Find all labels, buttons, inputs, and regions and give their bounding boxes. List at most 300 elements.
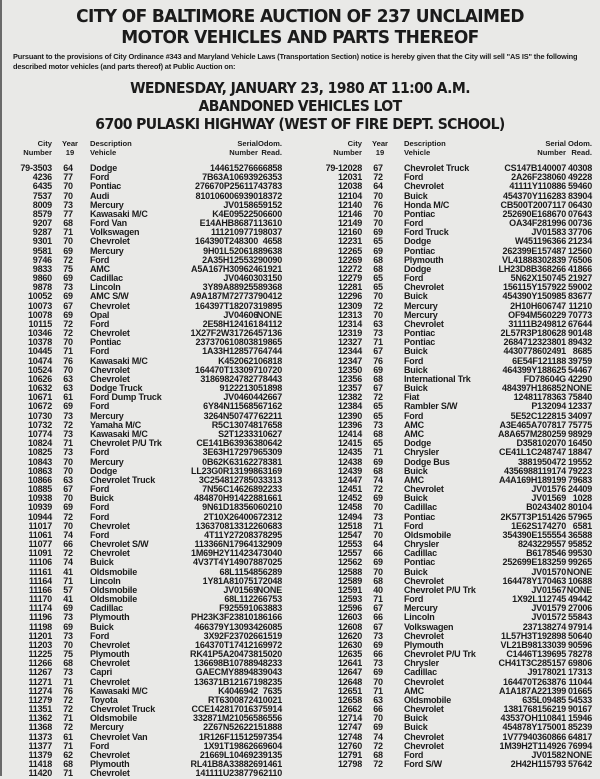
cell-city-number: 11267 <box>28 667 52 678</box>
cell-city-number: 10115 <box>28 318 52 329</box>
auction-location-name: ABANDONED VEHICLES LOT <box>198 98 402 116</box>
cell-year: 72 <box>373 759 383 770</box>
cell-city-number: 12231 <box>337 236 362 247</box>
cell-serial-number: 332871M210565 <box>193 713 258 724</box>
cell-odometer: 01665 <box>567 685 592 696</box>
cell-description: Plymouth <box>90 649 130 660</box>
cell-serial-number: 68L1122 <box>224 594 258 605</box>
cell-description: Chevrolet P/U Trk <box>90 438 162 449</box>
cell-serial-number: 1M39H2T114926 <box>499 740 566 751</box>
cell-serial-number: F9255910 <box>219 603 258 614</box>
cell-year: 67 <box>373 383 383 394</box>
cell-description: Chevrolet Van <box>90 731 148 742</box>
cell-odometer: 42667 <box>257 392 282 403</box>
cell-odometer: 39135 <box>257 750 282 760</box>
cell-city-number: 11368 <box>28 722 52 733</box>
cell-city-number: 10863 <box>27 465 52 476</box>
cell-odometer: 10021 <box>257 694 282 705</box>
cell-city-number: 9287 <box>32 227 52 238</box>
cell-year: 61 <box>63 392 73 403</box>
cell-description: Buick <box>90 557 114 568</box>
cell-city-number: 10824 <box>27 438 52 449</box>
cell-serial-number: LL23G0R131998 <box>191 465 258 476</box>
cell-description: Chevrolet <box>90 300 130 311</box>
cell-year: 69 <box>63 273 73 284</box>
cell-serial-number: 4T11Y272083 <box>204 529 258 540</box>
cell-city-number: 12031 <box>337 172 362 183</box>
cell-year: 68 <box>63 759 73 770</box>
cell-odometer: 03150 <box>257 273 282 284</box>
cell-odometer: 16450 <box>567 438 592 449</box>
cell-year: 70 <box>373 218 383 229</box>
cell-year: 70 <box>63 364 73 375</box>
cell-serial-number: 6E54F121188 <box>512 355 566 366</box>
cell-year: 73 <box>373 328 383 339</box>
cell-serial-number: 31111B249812 <box>508 318 566 329</box>
cell-year: 67 <box>373 163 383 173</box>
header-serial-line1: Serial <box>545 139 566 148</box>
cell-description: Honda M/C <box>404 199 450 210</box>
cell-year: 66 <box>373 612 383 623</box>
cell-year: 67 <box>373 603 383 614</box>
cell-description: Lincoln <box>90 282 121 293</box>
cell-year: 63 <box>63 383 73 394</box>
cell-odometer: 26085 <box>257 621 282 632</box>
cell-serial-number: 164470T133097 <box>195 364 258 375</box>
cell-serial-number: 91222130 <box>219 383 258 394</box>
cell-serial-number: A8A657M280259 <box>498 428 566 439</box>
cell-description: Plymouth <box>404 254 444 265</box>
auction-date: WEDNESDAY, JANUARY 23, 1980 AT 11:00 A.M. <box>130 80 470 98</box>
cell-odometer: 75840 <box>567 392 592 403</box>
cell-odometer: 18372 <box>257 190 282 201</box>
cell-year: 70 <box>373 502 383 513</box>
cell-serial-number: K4046942 <box>218 685 258 696</box>
cell-city-number: 10445 <box>27 346 52 357</box>
cell-serial-number: 1381768156219 <box>503 704 566 715</box>
table-header <box>6 138 296 160</box>
cell-description: Ford <box>90 630 110 641</box>
header-odometer-line1: Odom. <box>257 139 282 148</box>
cell-year: 70 <box>373 713 383 724</box>
cell-city-number: 9207 <box>32 218 52 229</box>
cell-city-number: 11274 <box>28 685 52 696</box>
cell-serial-number: 464399Y188625 <box>502 364 566 375</box>
cell-year: 77 <box>63 208 73 219</box>
cell-description: Chevrolet <box>90 236 130 247</box>
auction-location-address: 6700 PULASKI HIGHWAY (WEST OF FIRE DEPT. SCHOOL) <box>95 116 505 134</box>
cell-description: Cadillac <box>90 603 123 614</box>
cell-city-number: 11077 <box>28 539 52 550</box>
cell-description: Rambler S/W <box>404 401 458 412</box>
cell-serial-number: 0B62K631622 <box>202 456 258 467</box>
cell-city-number: 12748 <box>337 731 362 742</box>
cell-city-number: 10052 <box>27 291 52 302</box>
cell-description: Buick <box>404 383 428 394</box>
cell-year: 67 <box>63 300 73 311</box>
cell-serial-number: CS147B140007 <box>504 163 566 173</box>
cell-serial-number: 354390E155554 <box>502 529 566 540</box>
cell-description: Buick <box>404 722 428 733</box>
cell-city-number: 11161 <box>28 566 52 577</box>
cell-description: Volkswagen <box>90 227 140 238</box>
cell-serial-number: CH41T3C285157 <box>498 658 566 669</box>
table-body <box>300 164 590 769</box>
cell-serial-number: 43537OH110841 <box>500 713 566 724</box>
cell-year: 71 <box>63 227 73 238</box>
cell-serial-number: JV01572 <box>531 612 566 623</box>
cell-description: Chevrolet Truck <box>404 163 470 173</box>
cell-serial-number: 1L57H3T192898 <box>501 630 566 641</box>
cell-year: 74 <box>373 474 383 485</box>
cell-serial-number: A9A187M727737 <box>190 291 258 302</box>
cell-description: Chevrolet <box>90 639 130 650</box>
header-description-line1: Description <box>90 139 132 148</box>
cell-city-number: 12714 <box>337 713 362 724</box>
cell-serial-number: PH23K3F238101 <box>191 612 258 623</box>
cell-city-number: 11271 <box>28 676 52 687</box>
cell-city-number: 12149 <box>337 218 362 229</box>
cell-year: 70 <box>373 291 383 302</box>
cell-year: 68 <box>373 428 383 439</box>
cell-odometer: 90596 <box>567 639 592 650</box>
cell-year: 63 <box>373 318 383 329</box>
cell-serial-number: VL41888302839 <box>502 254 566 265</box>
cell-odometer: 98037 <box>257 227 282 238</box>
cell-year: 69 <box>63 621 73 632</box>
cell-year: 70 <box>63 337 73 348</box>
cell-city-number: 12272 <box>337 263 362 274</box>
cell-description: Pontiac <box>404 511 436 522</box>
cell-odometer: 54533 <box>567 694 592 705</box>
cell-odometer: 56289 <box>257 566 282 577</box>
cell-odometer: 55843 <box>567 612 592 623</box>
cell-odometer: 19895 <box>257 300 282 311</box>
cell-description: Dodge Bus <box>404 456 450 467</box>
cell-odometer: 70773 <box>567 309 592 320</box>
vehicle-table-right <box>300 138 590 769</box>
cell-year: 71 <box>373 685 383 696</box>
cell-serial-number: 252690E168670 <box>502 208 566 219</box>
cell-city-number: 11061 <box>28 529 52 540</box>
cell-odometer: 80642 <box>257 438 282 449</box>
cell-odometer: 73040 <box>257 548 282 559</box>
cell-odometer: 97914 <box>567 621 592 632</box>
cell-city-number: 12662 <box>337 704 362 715</box>
cell-description: Chrysler <box>404 539 439 550</box>
cell-city-number: 12038 <box>337 181 362 192</box>
cell-description: Lincoln <box>90 575 121 586</box>
cell-description: Opal <box>90 309 110 320</box>
cell-city-number: 12269 <box>337 254 362 265</box>
cell-serial-number: 136371B121671 <box>194 676 258 687</box>
cell-year: 69 <box>373 227 383 238</box>
cell-city-number: 11106 <box>28 557 52 568</box>
cell-serial-number: 164478Y170463 <box>502 575 566 586</box>
cell-description: Chrysler <box>404 447 439 458</box>
cell-description: Chevrolet <box>90 750 130 760</box>
cell-description: Chevrolet <box>404 318 444 329</box>
cell-serial-number: JV04606 <box>223 309 258 320</box>
cell-serial-number: RK41P5A204738 <box>190 649 258 660</box>
cell-odometer: 59152 <box>257 199 282 210</box>
cell-city-number: 12414 <box>337 428 362 439</box>
cell-city-number: 79-3503 <box>20 163 52 173</box>
cell-serial-number: 41111Y110886 <box>509 181 566 192</box>
cell-serial-number: JV01567 <box>531 584 566 595</box>
cell-year: 72 <box>63 548 73 559</box>
header-city-number <box>300 140 362 157</box>
cell-odometer: 87025 <box>257 557 282 568</box>
cell-serial-number: 164390T248300 <box>195 236 258 247</box>
cell-description: Buick <box>404 190 428 201</box>
cell-description: Ford <box>404 750 424 760</box>
cell-serial-number: 4356988119174 <box>504 465 566 476</box>
cell-serial-number: 8101060069390 <box>195 190 258 201</box>
cell-odometer: 72312 <box>257 511 282 522</box>
cell-city-number: 12327 <box>337 337 362 348</box>
cell-description: Pontiac <box>90 181 122 192</box>
cell-description: Pontiac <box>404 328 436 339</box>
cell-serial-number: K4520621 <box>218 355 258 366</box>
cell-serial-number: A3E465A707817 <box>499 419 566 430</box>
cell-description: Cadillac <box>404 667 437 678</box>
cell-description: Plymouth <box>404 639 444 650</box>
cell-year: 69 <box>63 291 73 302</box>
cell-odometer: 21234 <box>567 236 592 247</box>
cell-city-number: 11091 <box>28 548 52 559</box>
cell-year: 67 <box>373 621 383 632</box>
cell-serial-number: 1M69H2Y114234 <box>191 548 258 559</box>
header-city-number-line1: City <box>347 139 362 148</box>
cell-odometer: 85239 <box>567 722 592 733</box>
cell-city-number: 11170 <box>28 594 52 605</box>
header-year-line1: Year <box>371 139 389 148</box>
cell-description: Chevrolet <box>404 630 444 641</box>
cell-description: Ford S/W <box>404 759 442 770</box>
cell-city-number: 12319 <box>337 328 362 339</box>
cell-odometer: 69604 <box>257 740 282 751</box>
cell-city-number: 11362 <box>28 713 52 724</box>
cell-description: Ford Dump Truck <box>90 392 162 403</box>
cell-city-number: 11420 <box>28 768 52 779</box>
cell-city-number: 12651 <box>337 685 362 696</box>
cell-description: Capri <box>90 667 113 678</box>
cell-odometer: 97354 <box>257 731 282 742</box>
cell-odometer: 8685 <box>572 346 592 357</box>
cell-year: 73 <box>63 282 73 293</box>
cell-city-number: 12140 <box>337 199 362 210</box>
cell-city-number: 12658 <box>337 694 362 705</box>
cell-year: 68 <box>373 254 383 265</box>
cell-description: Toyota <box>90 694 118 705</box>
cell-odometer: 27006 <box>567 603 592 614</box>
cell-odometer: 1028 <box>572 493 592 504</box>
cell-odometer: 15946 <box>567 713 592 724</box>
cell-serial-number: JV01586 <box>223 199 258 210</box>
cell-city-number: 10843 <box>27 456 52 467</box>
cell-serial-number: FD78604G <box>523 373 566 384</box>
cell-odometer: 10720 <box>257 364 282 375</box>
cell-description: Ford <box>404 172 424 183</box>
cell-city-number: 10632 <box>27 383 52 394</box>
cell-odometer: 61921 <box>257 263 282 274</box>
cell-year: 65 <box>373 236 383 247</box>
cell-odometer: 17658 <box>257 419 282 430</box>
cell-description: Buick <box>404 566 428 577</box>
cell-year: 71 <box>63 575 73 586</box>
cell-year: 72 <box>63 694 73 705</box>
cell-year: 71 <box>63 438 73 449</box>
cell-year: 73 <box>63 447 73 458</box>
cell-odometer: 13610 <box>257 218 282 229</box>
cell-year: 76 <box>373 199 383 210</box>
cell-odometer: 86556 <box>257 713 282 724</box>
cell-city-number: 12798 <box>337 759 362 770</box>
cell-description: Buick <box>404 364 428 375</box>
cell-year: 67 <box>373 346 383 357</box>
cell-serial-number: B6178546 <box>526 548 566 559</box>
cell-serial-number: 9N61D183560 <box>202 502 258 513</box>
cell-city-number: 12641 <box>337 658 362 669</box>
cell-year: 69 <box>373 722 383 733</box>
cell-year: 70 <box>63 236 73 247</box>
cell-city-number: 12518 <box>337 520 362 531</box>
cell-year: 71 <box>373 520 383 531</box>
cell-description: Ford <box>90 401 110 412</box>
cell-description: Fiat <box>404 392 420 403</box>
cell-year: 70 <box>63 465 73 476</box>
cell-serial-number: 164397T182073 <box>195 300 258 311</box>
cell-serial-number: 237138274 <box>522 621 566 632</box>
cell-year: 69 <box>373 364 383 375</box>
cell-serial-number: B0243402 <box>526 502 566 513</box>
cell-city-number: 9860 <box>32 273 52 284</box>
cell-year: 70 <box>63 456 73 467</box>
cell-city-number: 4236 <box>32 172 52 183</box>
cell-year: 71 <box>63 713 73 724</box>
cell-city-number: 12344 <box>337 346 362 357</box>
cell-city-number: 12760 <box>337 740 362 751</box>
cell-odometer: 26353 <box>257 172 282 183</box>
cell-year: 57 <box>63 584 73 595</box>
cell-year: 70 <box>373 529 383 540</box>
cell-odometer: 79223 <box>567 465 592 476</box>
cell-year: 72 <box>63 328 73 339</box>
cell-description: Chevrolet <box>90 520 130 531</box>
cell-year: 71 <box>373 447 383 458</box>
cell-serial-number: VL21B98133039 <box>500 639 566 650</box>
cell-odometer: 39043 <box>257 667 282 678</box>
cell-odometer: 78295 <box>257 529 282 540</box>
cell-odometer: 66858 <box>257 163 282 173</box>
cell-city-number: 12648 <box>337 676 362 687</box>
cell-description: Ford <box>404 273 424 284</box>
cell-description: Ford <box>90 447 110 458</box>
header-odometer-line2: Read. <box>261 147 282 157</box>
cell-city-number: 10866 <box>27 474 52 485</box>
cell-description: Audi <box>90 190 110 201</box>
cell-city-number: 9301 <box>32 236 52 247</box>
cell-odometer: 81661 <box>257 493 282 504</box>
cell-year: 66 <box>373 704 383 715</box>
cell-odometer: 10627 <box>257 428 282 439</box>
cell-year: 73 <box>63 199 73 210</box>
cell-odometer: 49442 <box>567 594 592 605</box>
cell-year: 66 <box>373 649 383 660</box>
cell-city-number: 12350 <box>337 364 362 375</box>
cell-year: 70 <box>373 309 383 320</box>
cell-odometer: 76506 <box>567 254 592 265</box>
cell-city-number: 12630 <box>337 639 362 650</box>
cell-city-number: 12553 <box>337 539 362 550</box>
cell-serial-number: 12481178363 <box>513 392 566 403</box>
cell-year: 41 <box>63 594 73 605</box>
cell-description: Oldsmobile <box>404 694 452 705</box>
cell-description: Buick <box>90 493 114 504</box>
table-row <box>6 769 296 778</box>
cell-odometer: 33313 <box>257 474 282 485</box>
cell-city-number: 11174 <box>28 603 52 614</box>
cell-serial-number: A5A167H309624 <box>191 263 258 274</box>
cell-city-number: 9746 <box>32 254 52 265</box>
cell-year: 70 <box>373 566 383 577</box>
cell-odometer: 19552 <box>567 456 592 467</box>
cell-description: Mercury <box>90 456 124 467</box>
cell-year: 70 <box>63 493 73 504</box>
cell-odometer: 76994 <box>567 740 592 751</box>
cell-city-number: 12309 <box>337 300 362 311</box>
cell-odometer: 65309 <box>257 447 282 458</box>
cell-description: Ford <box>90 346 110 357</box>
cell-city-number: 12591 <box>337 584 362 595</box>
cell-odometer: 91461 <box>257 759 282 770</box>
cell-description: Buick <box>404 346 428 357</box>
cell-serial-number: 3Y89A889255 <box>202 282 258 293</box>
cell-year: 71 <box>63 740 73 751</box>
cell-year: 71 <box>63 676 73 687</box>
cell-odometer: 42290 <box>567 373 592 384</box>
cell-serial-number: D358102070 <box>516 438 566 449</box>
cell-year: 65 <box>373 401 383 412</box>
cell-description: Chevrolet <box>404 181 444 192</box>
cell-serial-number: 4V37T4Y149078 <box>193 557 258 568</box>
cell-serial-number: JV01570 <box>531 566 566 577</box>
cell-year: 62 <box>63 750 73 760</box>
cell-year: 69 <box>373 245 383 256</box>
cell-odometer: 83904 <box>567 190 592 201</box>
headline-line-2: MOTOR VEHICLES AND PARTS THEREOF <box>121 27 479 49</box>
header-city-number <box>6 140 52 157</box>
header-odometer <box>562 140 592 157</box>
cell-year: 68 <box>373 263 383 274</box>
cell-year: 73 <box>373 630 383 641</box>
cell-odometer: 78278 <box>567 649 592 660</box>
cell-description: Buick <box>90 621 114 632</box>
cell-serial-number: 113366N179641 <box>194 539 258 550</box>
cell-city-number: 12458 <box>337 502 362 513</box>
cell-odometer: 69972 <box>257 639 282 650</box>
cell-serial-number: P132094 <box>531 401 566 412</box>
cell-year: 72 <box>373 740 383 751</box>
cell-serial-number: JV01583 <box>531 227 566 238</box>
cell-odometer: 66753 <box>257 594 282 605</box>
cell-odometer: 41866 <box>567 263 592 274</box>
cell-odometer: 12337 <box>567 401 592 412</box>
cell-description: Ford Van <box>90 218 127 229</box>
cell-odometer: 00736 <box>567 218 592 229</box>
cell-city-number: 10474 <box>27 355 52 366</box>
